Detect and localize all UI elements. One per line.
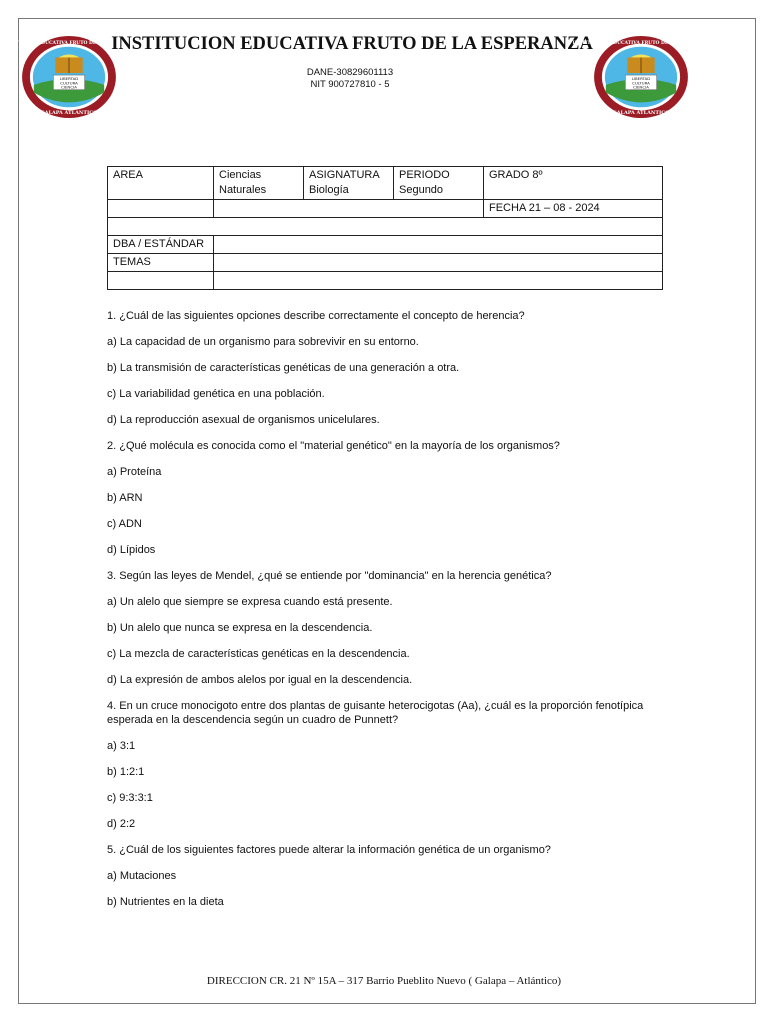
logo-ring-text: GALAPA ATLANTICO	[40, 110, 98, 117]
answer-option: b) ARN	[107, 492, 143, 504]
empty-cell	[214, 272, 663, 290]
dba-label: DBA / ESTÁNDAR	[108, 236, 214, 254]
answer-option: d) 2:2	[107, 818, 136, 830]
school-logo-right	[572, 34, 710, 120]
asignatura-label: ASIGNATURA	[309, 169, 380, 181]
logo-banner-line: CULTURA	[632, 80, 650, 86]
asignatura-name: Biología	[309, 184, 349, 196]
table-row	[108, 236, 663, 254]
answer-option: a) Mutaciones	[107, 870, 177, 882]
answer-option: c) ADN	[107, 518, 142, 530]
answer-option: b) Nutrientes en la dieta	[107, 896, 224, 908]
logo-banner-line: CIENCIA	[633, 84, 649, 90]
table-row	[108, 200, 663, 218]
logo-ring-text: INSTITUCION EDUCATIVA FRUTO DE LA ESPERANZA	[572, 40, 710, 46]
answer-option: b) La transmisión de características genéticas de una generación a otra.	[107, 362, 460, 374]
temas-value	[214, 254, 663, 272]
answer-option: a) Un alelo que siempre se expresa cuando está presente.	[107, 596, 393, 608]
logo-ring-text: INSTITUCION EDUCATIVA FRUTO DE LA ESPERANZA	[0, 40, 138, 46]
question-list	[107, 309, 647, 921]
question-5: 5. ¿Cuál de los siguientes factores puede alterar la información genética de un organismo?	[107, 844, 551, 856]
dane-code: DANE-30829601113	[306, 67, 394, 78]
answer-option: d) La reproducción asexual de organismos unicelulares.	[107, 414, 380, 426]
logo-banner-line: CULTURA	[60, 80, 78, 86]
answer-option: c) 9:3:3:1	[107, 792, 153, 804]
periodo-value: Segundo	[399, 184, 444, 196]
answer-option: a) Proteína	[107, 466, 162, 478]
answer-option: c) La mezcla de características genéticas en la descendencia.	[107, 648, 410, 660]
empty-cell	[108, 200, 214, 218]
grado-cell: GRADO 8º	[484, 167, 663, 200]
table-row	[108, 167, 663, 200]
fecha-cell: FECHA 21 – 08 - 2024	[484, 200, 663, 218]
logo-banner-line: LIBERTAD	[59, 75, 79, 81]
logo-banner-line: CIENCIA	[61, 84, 77, 90]
empty-row	[108, 218, 663, 236]
table-row	[108, 254, 663, 272]
dba-value	[214, 236, 663, 254]
periodo-cell	[394, 167, 484, 200]
periodo-label: PERIODO	[399, 169, 450, 181]
course-info-table	[107, 166, 663, 290]
footer-address: DIRECCION CR. 21 Nº 15A – 317 Barrio Pueblito Nuevo ( Galapa – Atlántico)	[206, 975, 562, 987]
asignatura-value	[304, 167, 394, 200]
school-logo-left	[0, 34, 138, 120]
question-4: 4. En un cruce monocigoto entre dos plantas de guisante heterocigotas (Aa), ¿cuál es la proporción fenotípica esperada en la descendencia según un cuadro de Punnett?	[107, 700, 644, 726]
table-row	[108, 272, 663, 290]
question-1: 1. ¿Cuál de las siguientes opciones describe correctamente el concepto de herencia?	[107, 310, 525, 322]
question-2: 2. ¿Qué molécula es conocida como el "material genético" en la mayoría de los organismos?	[107, 440, 560, 452]
answer-option: d) Lípidos	[107, 544, 156, 556]
answer-option: c) La variabilidad genética en una población.	[107, 388, 325, 400]
answer-option: b) Un alelo que nunca se expresa en la descendencia.	[107, 622, 373, 634]
answer-option: d) La expresión de ambos alelos por igual en la descendencia.	[107, 674, 413, 686]
table-row	[108, 218, 663, 236]
answer-option: a) 3:1	[107, 740, 136, 752]
logo-ring-text: GALAPA ATLANTICO	[612, 110, 670, 117]
answer-option: a) La capacidad de un organismo para sobrevivir en su entorno.	[107, 336, 419, 348]
question-3: 3. Según las leyes de Mendel, ¿qué se entiende por "dominancia" en la herencia genética?	[107, 570, 552, 582]
empty-cell	[214, 200, 484, 218]
nit-code: NIT 900727810 - 5	[310, 79, 390, 90]
area-label: AREA	[108, 167, 214, 200]
school-name: INSTITUCION EDUCATIVA FRUTO DE LA ESPERANZA	[111, 34, 593, 54]
empty-cell	[108, 272, 214, 290]
area-value: Ciencias Naturales	[214, 167, 304, 200]
logo-banner-line: LIBERTAD	[631, 75, 651, 81]
temas-label: TEMAS	[108, 254, 214, 272]
answer-option: b) 1:2:1	[107, 766, 145, 778]
